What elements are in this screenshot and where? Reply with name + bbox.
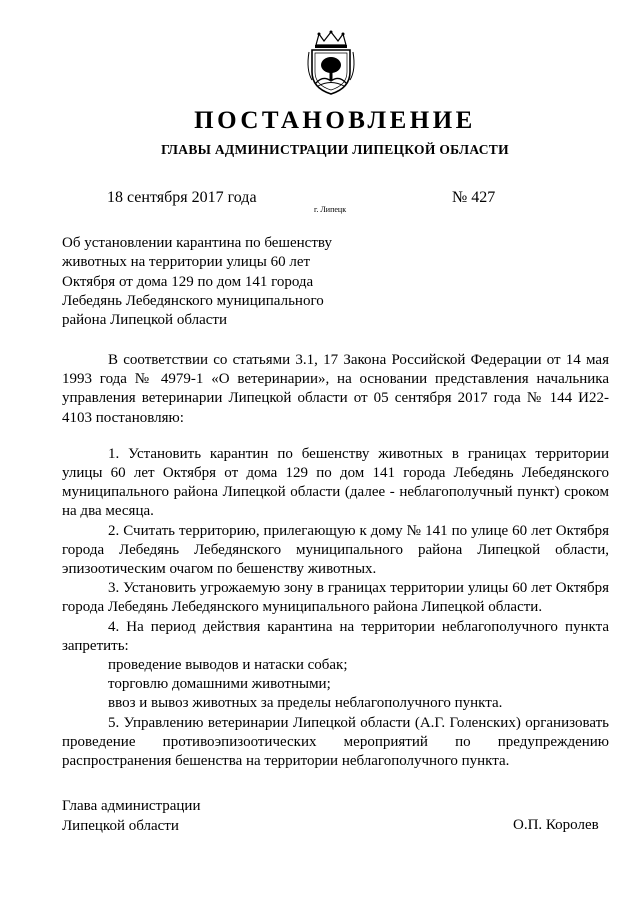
- item-4-paragraph: 4. На период действия карантина на территории неблагополучного пункта запретить:: [62, 618, 609, 654]
- preamble-paragraph: В соответствии со статьями 3.1, 17 Закона Российской Федерации от 14 мая 1993 года № 4979-1 «О ветеринарии», на основании представления начальника управления ветеринарии Липецкой области от 05 сентября 2017 года № 144 И22-4103 постановляю:: [62, 352, 609, 426]
- document-number: № 427: [452, 189, 496, 206]
- signature-title-line-2: Липецкой области: [62, 817, 179, 834]
- document-title: ПОСТАНОВЛЕНИЕ: [194, 107, 476, 134]
- signature-name: О.П. Королев: [513, 817, 599, 833]
- document-subject: Об установлении карантина по бешенству животных на территории улицы 60 лет Октября от дома 129 по дом 141 города Лебедянь Лебедянского муниципального района Липецкой области: [62, 235, 332, 329]
- ban-item-3: ввоз и вывоз животных за пределы неблагополучного пункта.: [108, 695, 503, 712]
- document-body: [62, 351, 609, 771]
- item-2-paragraph: 2. Считать территорию, прилегающую к дому № 141 по улице 60 лет Октября города Лебедянь Лебедянского муниципального района Липецкой области, эпизоотическим очагом по бешенству животных.: [62, 522, 609, 578]
- item-3-paragraph: 3. Установить угрожаемую зону в границах территории улицы 60 лет Октября города Лебедянь Лебедянского муниципального района Липецкой области.: [62, 580, 609, 616]
- item-1-paragraph: 1. Установить карантин по бешенству животных в границах территории улицы 60 лет Октября от дома 129 по дом 141 города Лебедянь Лебедянского муниципального района Липецкой области (далее - неблагополучный пункт) сроком на два месяца.: [62, 445, 609, 520]
- document-subtitle: ГЛАВЫ АДМИНИСТРАЦИИ ЛИПЕЦКОЙ ОБЛАСТИ: [161, 142, 509, 157]
- document-date: 18 сентября 2017 года: [107, 189, 257, 206]
- ban-item-2: торговлю домашними животными;: [108, 676, 331, 693]
- item-5-paragraph: 5. Управлению ветеринарии Липецкой области (А.Г. Голенских) организовать проведение противоэпизоотических мероприятий по предупреждению распространения бешенства на территории неблагополучного пункта.: [62, 714, 609, 770]
- coat-of-arms-icon: [305, 30, 357, 96]
- signature-title: [62, 797, 200, 836]
- document-city: г. Липецк: [314, 205, 347, 214]
- signature-title-line-1: Глава администрации: [62, 798, 201, 814]
- ban-item-1: проведение выводов и натаски собак;: [108, 657, 348, 674]
